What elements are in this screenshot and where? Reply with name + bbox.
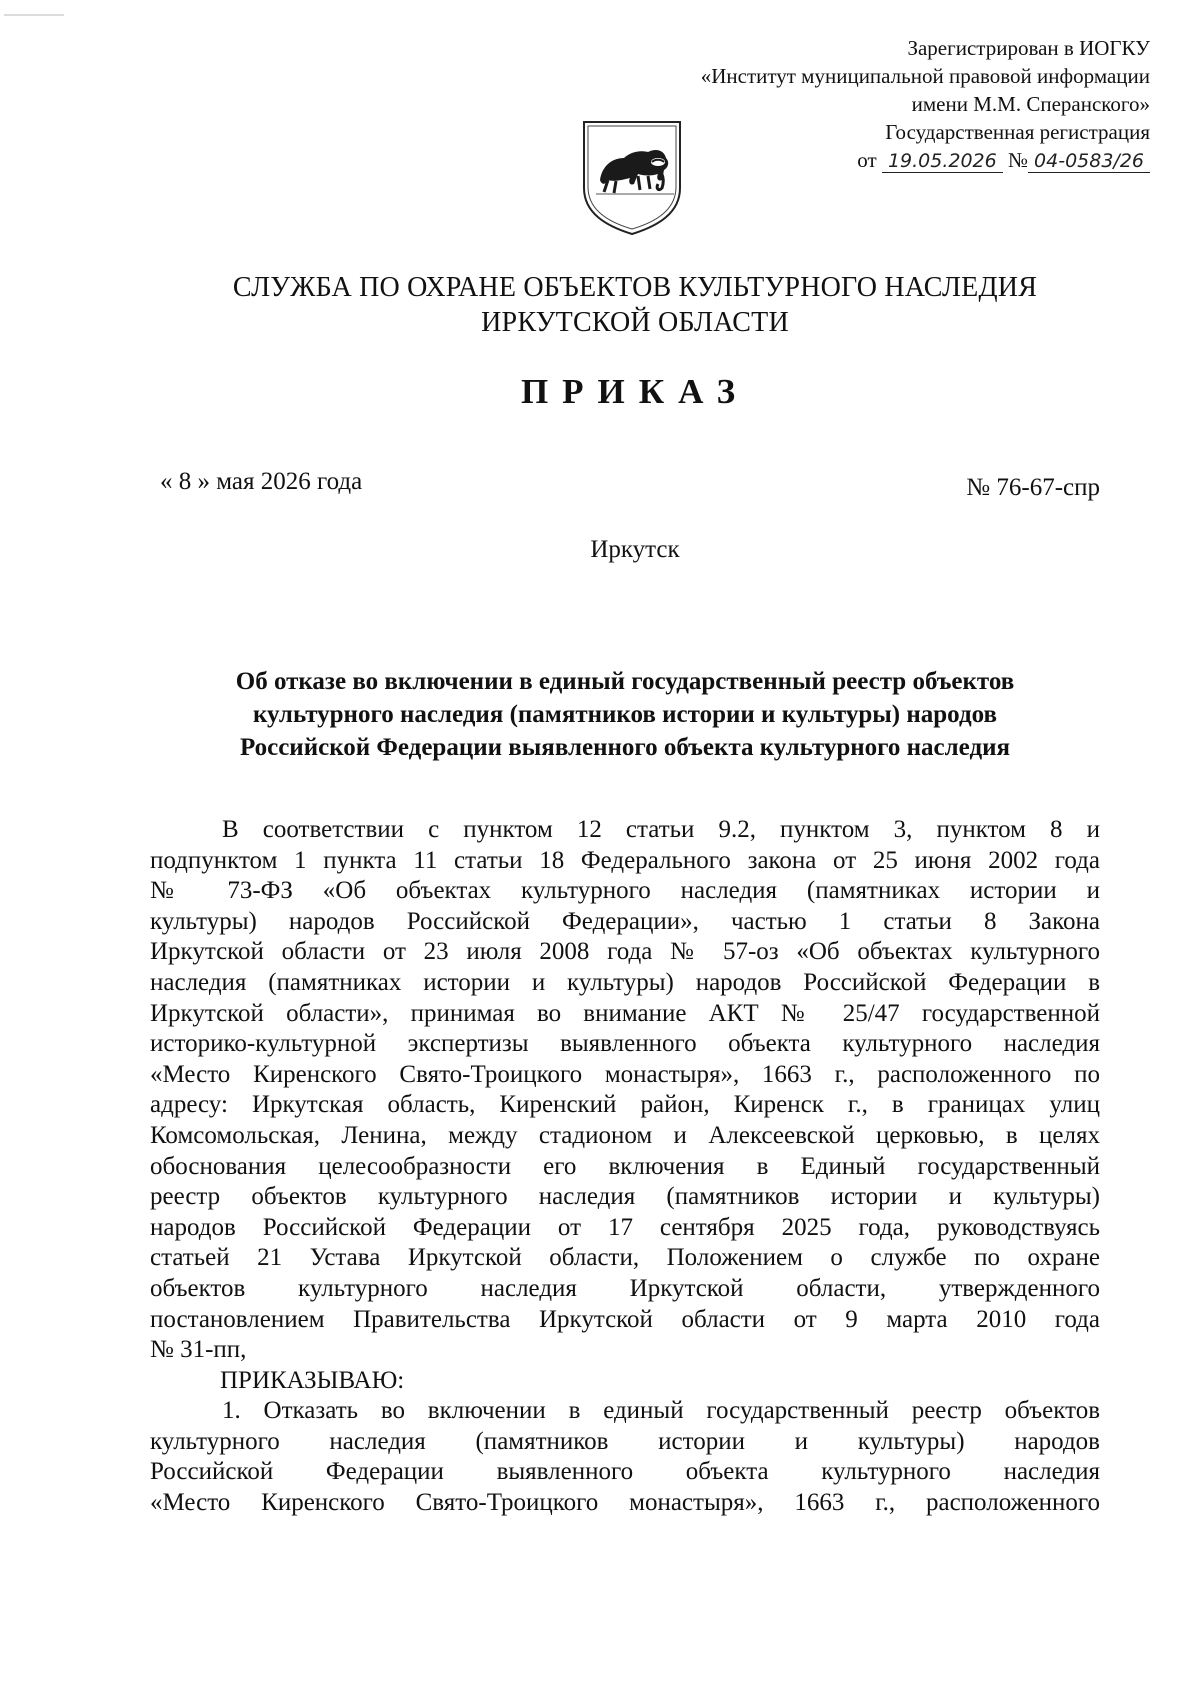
document-type-heading: ПРИКАЗ	[520, 372, 750, 411]
body-line: № 73-ФЗ «Об объектах культурного наследия (памятниках истории и	[150, 877, 1100, 905]
registration-number-line	[701, 146, 1150, 174]
order-body	[150, 815, 1100, 1519]
agency-name-line: ИРКУТСКОЙ ОБЛАСТИ	[481, 307, 789, 338]
body-line: наследия (памятниках истории и культуры) народов Российской Федерации в	[150, 968, 1100, 996]
body-line: подпунктом 1 пункта 11 статьи 18 Федерального закона от 25 июня 2002 года	[150, 846, 1100, 874]
body-line: Комсомольская, Ленина, между стадионом и Алексеевской церковью, в целях	[150, 1121, 1100, 1149]
order-title	[150, 665, 1100, 764]
order-title-line: Российской Федерации выявленного объекта культурного наследия	[239, 734, 1011, 761]
item-1-line: 1. Отказать во включении в единый государственный реестр объектов	[222, 1397, 1100, 1425]
registration-number-handwritten: 04-0583/26	[1028, 150, 1150, 173]
body-line: «Место Киренского Свято-Троицкого монастыря», 1663 г., расположенного по	[150, 1060, 1100, 1088]
agency-name	[0, 270, 1200, 340]
order-title-line: культурного наследия (памятников истории и культуры) народов	[252, 701, 997, 728]
registration-number-label: №	[1007, 148, 1029, 172]
body-line: № 31-пп,	[150, 1336, 247, 1364]
body-line: народов Российской Федерации от 17 сентября 2025 года, руководствуясь	[150, 1213, 1100, 1241]
item-1-line: «Место Киренского Свято-Троицкого монастыря», 1663 г., расположенного	[150, 1489, 1100, 1517]
order-title-line: Об отказе во включении в единый государственный реестр объектов	[235, 668, 1015, 695]
agency-name-line: СЛУЖБА ПО ОХРАНЕ ОБЪЕКТОВ КУЛЬТУРНОГО НАСЛЕДИЯ	[232, 272, 1038, 303]
body-line: адресу: Иркутская область, Киренский район, Киренск г., в границах улиц	[150, 1091, 1100, 1119]
body-line: объектов культурного наследия Иркутской области, утвержденного	[150, 1274, 1100, 1302]
body-line: Иркутской области от 23 июля 2008 года № 57-оз «Об объектах культурного	[150, 938, 1100, 966]
irkutsk-coat-of-arms-icon	[578, 118, 686, 238]
registration-line: имени М.М. Сперанского»	[911, 92, 1150, 116]
item-1-line: культурного наследия (памятников истории и культуры) народов	[150, 1427, 1100, 1455]
scan-artifact	[4, 14, 64, 16]
item-1-line: Российской Федерации выявленного объекта культурного наследия	[150, 1458, 1100, 1486]
orders-heading: ПРИКАЗЫВАЮ:	[220, 1366, 405, 1394]
registration-stamp	[701, 34, 1150, 174]
city: Иркутск	[590, 536, 680, 563]
registration-line: Зарегистрирован в ИОГКУ	[907, 36, 1150, 60]
registration-line: Государственная регистрация	[885, 120, 1150, 144]
body-line: статьей 21 Устава Иркутской области, Положением о службе по охране	[150, 1244, 1100, 1272]
body-line: историко-культурной экспертизы выявленного объекта культурного наследия	[150, 1030, 1100, 1058]
body-line: обоснования целесообразности его включения в Единый государственный	[150, 1152, 1100, 1180]
body-line: постановлением Правительства Иркутской области от 9 марта 2010 года	[150, 1305, 1100, 1333]
body-line: Иркутской области», принимая во внимание АКТ № 25/47 государственной	[150, 999, 1100, 1027]
body-line: культуры) народов Российской Федерации», частью 1 статьи 8 Закона	[150, 907, 1100, 935]
registration-from-label: от	[857, 148, 877, 172]
registration-date-handwritten: 19.05.2026	[882, 150, 1003, 173]
body-line: реестр объектов культурного наследия (памятников истории и культуры)	[150, 1183, 1100, 1211]
order-number: № 76-67-спр	[966, 474, 1100, 501]
order-date: « 8 » мая 2026 года	[160, 468, 363, 495]
body-line: В соответствии с пунктом 12 статьи 9.2, пунктом 3, пунктом 8 и	[222, 816, 1100, 843]
registration-line: «Институт муниципальной правовой информации	[700, 64, 1150, 88]
